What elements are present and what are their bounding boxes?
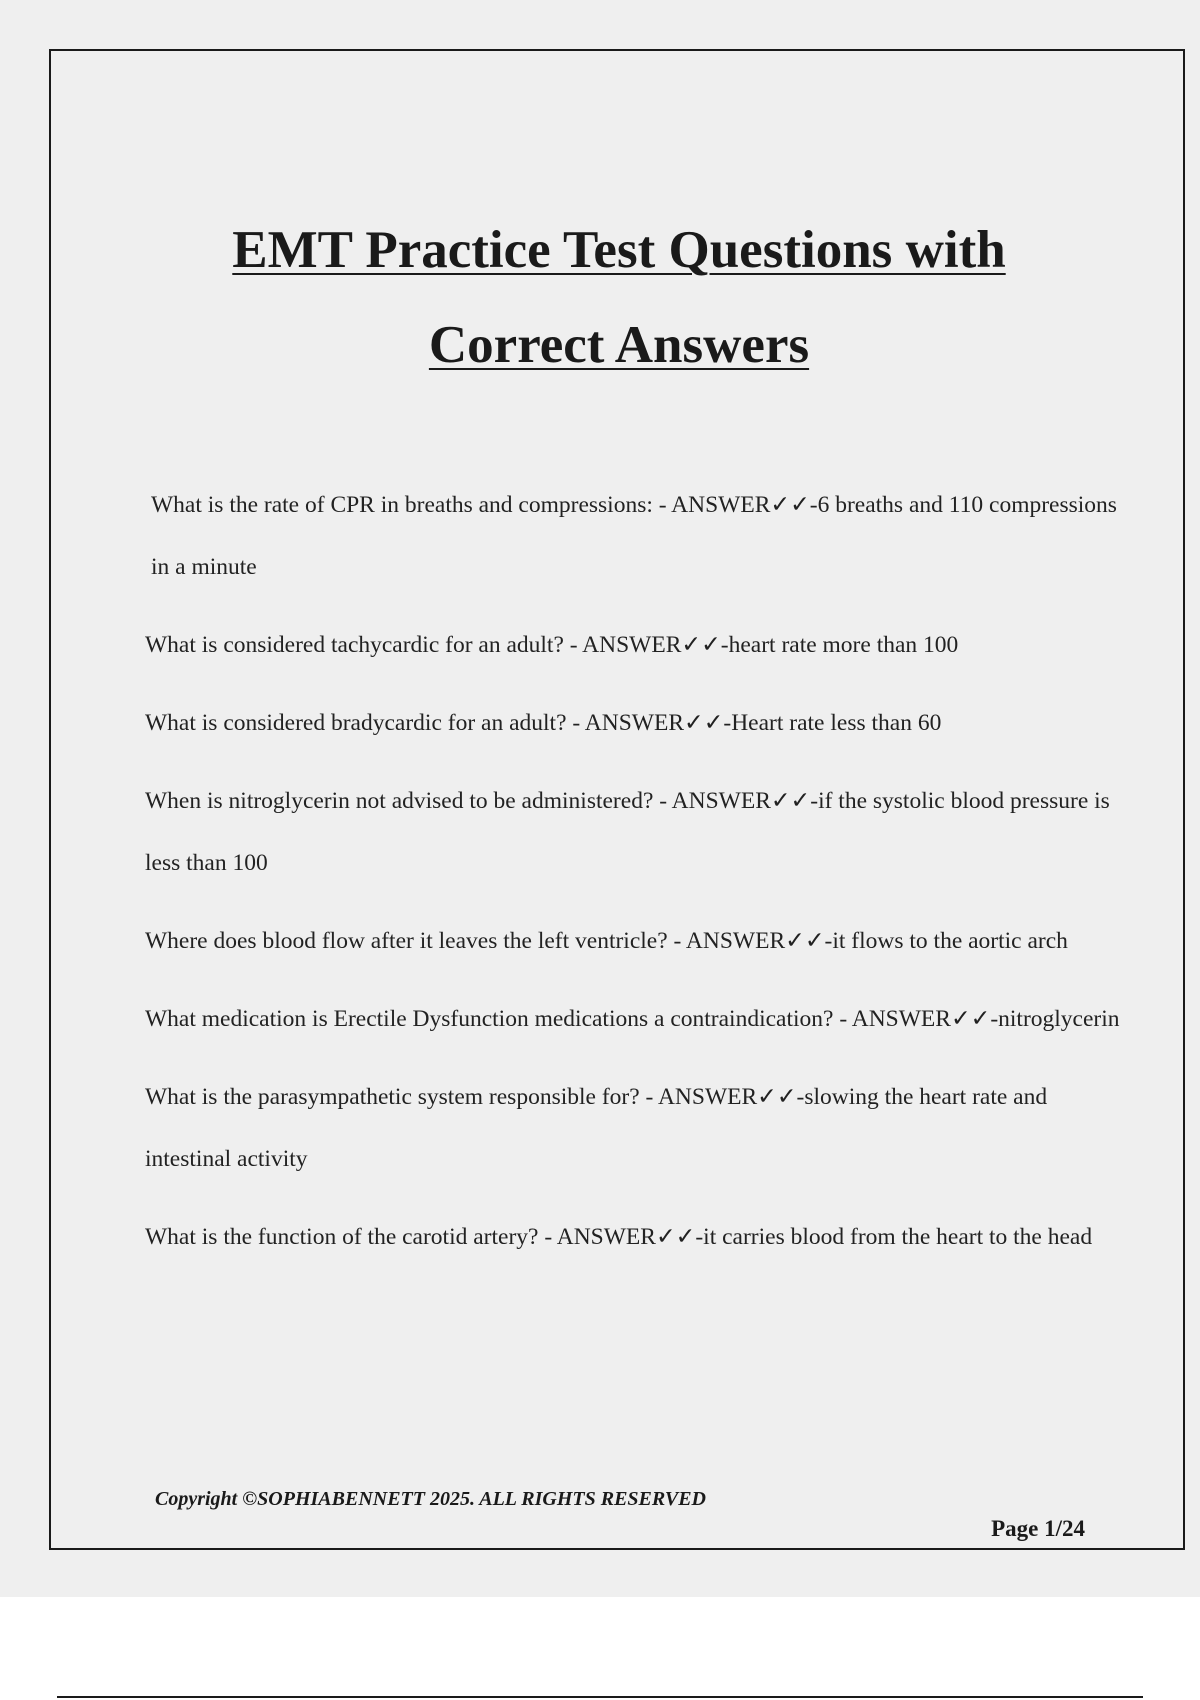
qa-item: What is the parasympathetic system responsible for? - ANSWER✓✓-slowing the heart rate and intestinal activity: [145, 1084, 1048, 1172]
page-title: [51, 203, 1187, 393]
copyright-notice: Copyright ©SOPHIABENNETT 2025. ALL RIGHTS RESERVED: [155, 1488, 706, 1510]
qa-item: What is considered bradycardic for an adult? - ANSWER✓✓-Heart rate less than 60: [145, 710, 942, 736]
title-line-1: EMT Practice Test Questions with: [232, 221, 1006, 279]
page-border: [49, 49, 1185, 1550]
next-page-divider: [57, 1696, 1143, 1698]
question-answer-list: [145, 474, 1135, 1284]
qa-item: When is nitroglycerin not advised to be administered? - ANSWER✓✓-if the systolic blood pressure is less than 100: [145, 788, 1110, 876]
title-line-2: Correct Answers: [428, 316, 810, 374]
page-number: Page 1/24: [991, 1516, 1085, 1541]
qa-item: Where does blood flow after it leaves the left ventricle? - ANSWER✓✓-it flows to the aortic arch: [145, 928, 1068, 954]
qa-item: What is the function of the carotid artery? - ANSWER✓✓-it carries blood from the heart to the head: [145, 1224, 1093, 1250]
qa-item: What is the rate of CPR in breaths and compressions: - ANSWER✓✓-6 breaths and 110 compressions in a minute: [151, 492, 1117, 580]
qa-item: What medication is Erectile Dysfunction medications a contraindication? - ANSWER✓✓-nitroglycerin: [145, 1006, 1120, 1032]
qa-item: What is considered tachycardic for an adult? - ANSWER✓✓-heart rate more than 100: [145, 632, 959, 658]
